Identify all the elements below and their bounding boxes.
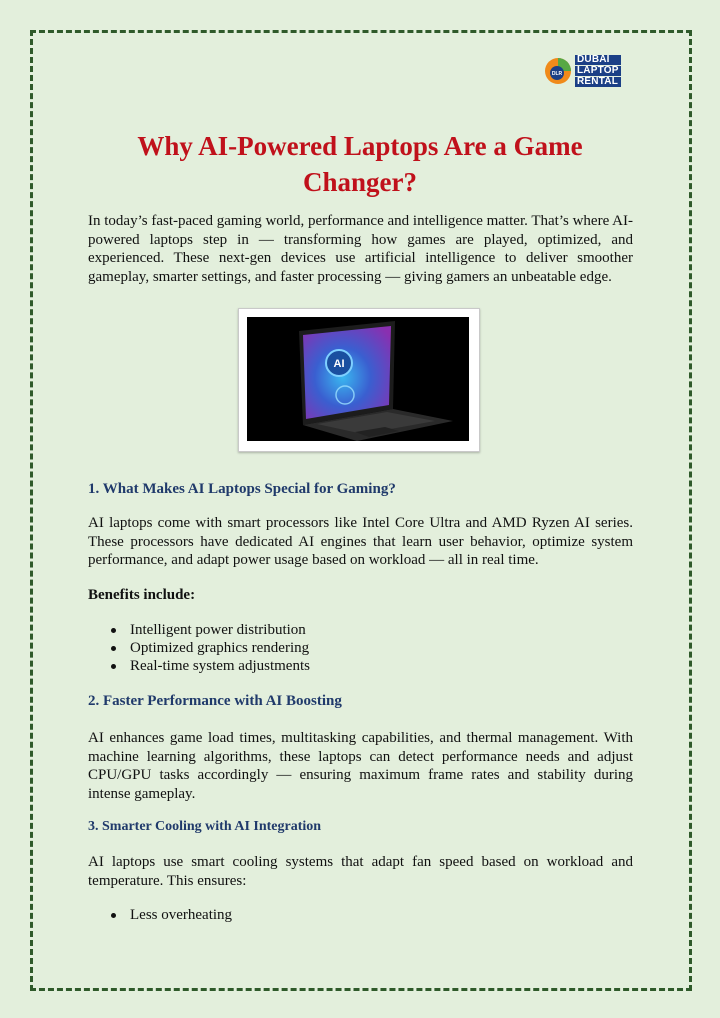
logo-line-2: LAPTOP <box>577 65 619 76</box>
page-title: Why AI-Powered Laptops Are a Game Changer? <box>137 131 583 197</box>
list-item: Real-time system adjustments <box>88 657 310 675</box>
laptop-image <box>238 308 480 452</box>
intro-paragraph: In today’s fast-paced gaming world, performance and intelligence matter. That’s where AI-powered laptops step in — transforming how games are played, optimized, and experienced. These next-gen devices use artificial intelligence to deliver smoother gameplay, smarter settings, and faster processing — giving gamers an unbeatable edge. <box>88 213 633 285</box>
logo-wordmark <box>575 55 621 88</box>
benefits-list <box>88 621 310 675</box>
logo-line-1: DUBAI <box>575 55 621 65</box>
list-item: Intelligent power distribution <box>88 621 310 639</box>
list-item: Less overheating <box>88 906 232 924</box>
section3-paragraph: AI laptops use smart cooling systems that adapt fan speed based on workload and temperature. This ensures: <box>88 854 633 889</box>
ai-laptop-icon <box>247 317 469 441</box>
logo-badge: DLR <box>551 71 563 77</box>
section2-paragraph: AI enhances game load times, multitasking capabilities, and thermal management. With machine learning algorithms, these laptops can detect performance needs and adjust CPU/GPU tasks accordingly — ensuring maximum frame rates and stability during intense gameplay. <box>88 730 633 802</box>
section3-heading: 3. Smarter Cooling with AI Integration <box>88 819 322 834</box>
section2-heading: 2. Faster Performance with AI Boosting <box>88 693 342 709</box>
screen-ai-label: AI <box>333 358 345 370</box>
cooling-list <box>88 906 232 924</box>
benefits-label: Benefits include: <box>88 587 196 603</box>
section1-heading: 1. What Makes AI Laptops Special for Gaming? <box>88 481 396 497</box>
logo-line-3: RENTAL <box>575 77 621 87</box>
company-logo[interactable] <box>543 52 627 90</box>
logo-mark-icon <box>543 56 573 86</box>
list-item: Optimized graphics rendering <box>88 639 310 657</box>
section1-paragraph: AI laptops come with smart processors like Intel Core Ultra and AMD Ryzen AI series. These processors have dedicated AI engines that learn user behavior, optimize system performance, and adapt power usage based on workload — all in real time. <box>88 515 633 568</box>
